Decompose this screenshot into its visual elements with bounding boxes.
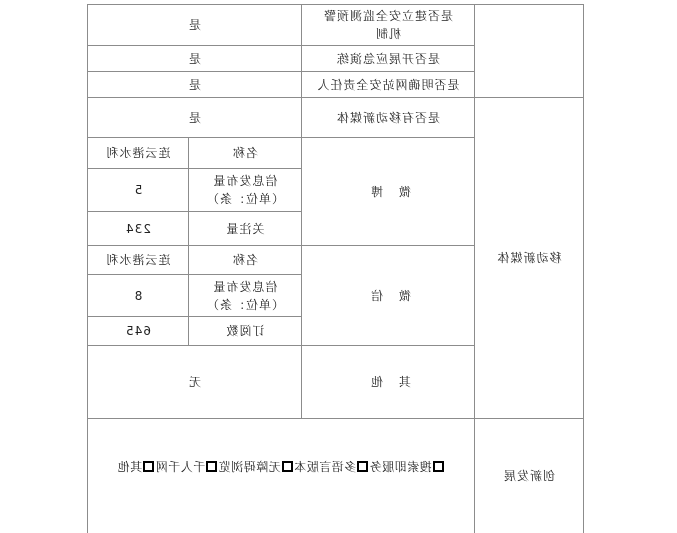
checkbox-icon[interactable] (433, 461, 444, 472)
weibo-followers-value: 234 (125, 221, 151, 236)
weibo-posts-label: 信息发布量 （单位：条） (206, 174, 285, 206)
weibo-name-value: 连云港水利 (105, 146, 171, 160)
security-officer-value: 是 (188, 77, 202, 92)
wechat-subscribers-label: 订阅数 (225, 324, 265, 338)
wechat-posts-value: 8 (133, 288, 143, 303)
weibo-posts-value: 5 (133, 183, 143, 197)
wechat-name-label: 名称 (232, 253, 259, 267)
checkbox-icon[interactable] (357, 461, 368, 472)
weibo-followers-label: 关注量 (225, 221, 265, 236)
option-other: 其他 (117, 459, 143, 474)
innovation-options (88, 440, 474, 492)
other-label: 其 他 (365, 375, 411, 389)
security-officer-label: 是否明确网站安全责任人 (316, 77, 460, 92)
emergency-drill-label: 是否开展应急演练 (336, 51, 441, 66)
monitoring-mechanism-label: 是否建立安全监测预警 机制 (323, 9, 454, 41)
checkbox-icon[interactable] (143, 461, 154, 472)
option-search-as-service: 搜索即服务 (369, 459, 432, 474)
monitoring-mechanism-value: 是 (188, 18, 202, 32)
wechat-label: 微 信 (365, 288, 411, 303)
wechat-name-value: 连云港水利 (105, 253, 171, 267)
mobile-media-value: 是 (188, 110, 202, 125)
emergency-drill-value: 是 (188, 51, 202, 66)
section-innovation: 创新发展 (503, 469, 556, 483)
option-multilingual: 多语言版本 (293, 459, 357, 474)
table-border-right (583, 4, 584, 533)
section-mobile-media: 移动新媒体 (496, 251, 562, 265)
wechat-posts-label: 信息发布量 （单位：条） (206, 279, 285, 312)
weibo-label: 微 博 (365, 184, 411, 199)
option-personalized: 千人千网 (155, 459, 206, 474)
checkbox-icon[interactable] (206, 461, 217, 472)
wechat-subscribers-value: 645 (125, 324, 151, 338)
other-value: 无 (188, 375, 202, 389)
checkbox-icon[interactable] (282, 461, 293, 472)
option-accessibility: 无障碍浏览 (218, 459, 281, 474)
weibo-name-label: 名称 (232, 146, 259, 160)
mobile-media-label: 是否有移动新媒体 (336, 110, 441, 125)
